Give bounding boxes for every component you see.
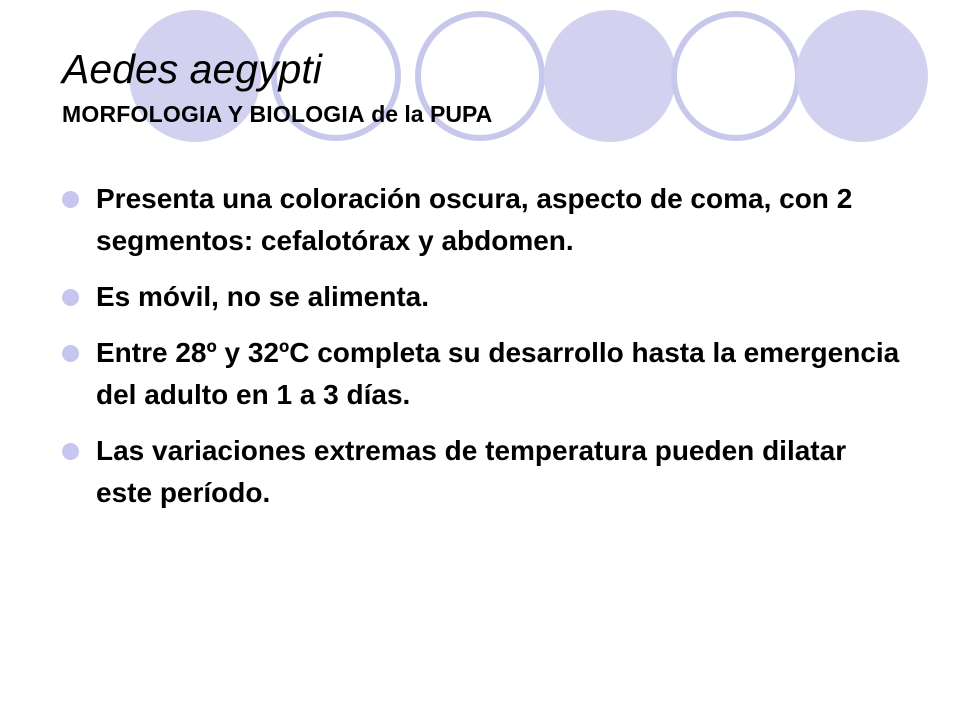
bullet-item bbox=[62, 430, 902, 514]
bullet-text: Presenta una coloración oscura, aspecto de coma, con 2 segmentos: cefalotórax y abdomen. bbox=[96, 183, 853, 256]
bullet-text: Es móvil, no se alimenta. bbox=[96, 281, 430, 312]
bullet-icon bbox=[62, 289, 79, 306]
bullet-item bbox=[62, 178, 902, 262]
bullet-list bbox=[62, 178, 902, 528]
slide-subtitle bbox=[62, 100, 922, 128]
bullet-text: Entre 28º y 32ºC completa su desarrollo hasta la emergencia del adulto en 1 a 3 días. bbox=[96, 337, 900, 410]
subtitle-lower: de la PUPA bbox=[371, 101, 493, 127]
slide-title: Aedes aegypti bbox=[62, 46, 322, 92]
bullet-icon bbox=[62, 443, 79, 460]
subtitle-upper: MORFOLOGIA Y BIOLOGIA bbox=[62, 101, 365, 127]
bullet-icon bbox=[62, 191, 79, 208]
bullet-icon bbox=[62, 345, 79, 362]
bullet-text: Las variaciones extremas de temperatura pueden dilatar este período. bbox=[96, 435, 847, 508]
bullet-item bbox=[62, 332, 902, 416]
bullet-item bbox=[62, 276, 902, 318]
title-block bbox=[62, 44, 922, 128]
